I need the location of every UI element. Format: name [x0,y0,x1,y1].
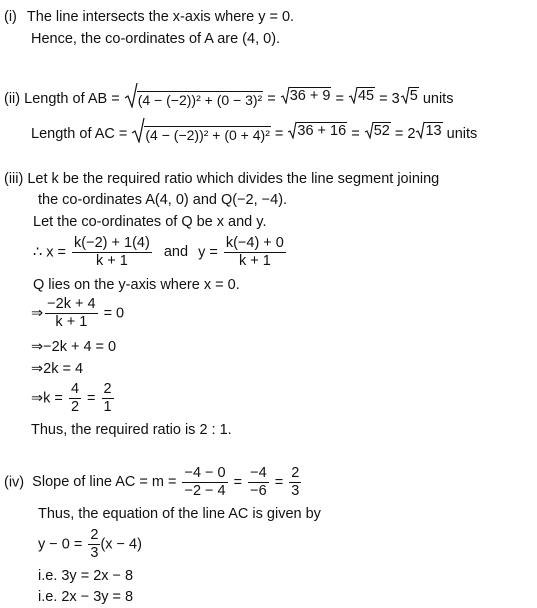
x-lhs: x = [46,244,67,261]
step-1-rhs: = 0 [103,305,125,322]
ab-root-2 [348,86,375,112]
equation-rhs: (x − 4) [100,536,142,553]
step-4-fraction-1 [69,381,81,416]
part-iii-line-1 [4,170,439,188]
slope-numerator-1: −4 − 0 [184,465,226,481]
slope-numerator-2: −4 [250,465,267,481]
step-1-numerator: −2k + 4 [47,296,96,312]
slope-equals-2: = [274,474,284,491]
part-ii-ac-line [31,117,477,151]
step-1-line [31,296,124,331]
ab-prefix: Length of AB = [24,90,120,107]
equation-ie-2: i.e. 2x − 3y = 8 [38,589,134,605]
ratio-conclusion: Thus, the required ratio is 2 : 1. [31,422,232,438]
radical-sign-icon [131,117,145,143]
ab-eq-1: = [267,90,276,107]
equation-ie-1: i.e. 3y = 2x − 8 [38,568,134,584]
slope-fraction-2 [248,465,269,500]
step-4-denominator-2: 1 [103,399,112,415]
part-iii-text-3: Let the co-ordinates of Q be x and y. [33,214,267,230]
section-formula-line [33,235,288,270]
implies-symbol: ⇒ [31,339,44,355]
ac-root-1-value: 36 + 16 [297,123,347,139]
step-4-fraction-2 [102,381,114,416]
slope-equals-1: = [233,474,243,491]
part-ii-label: (ii) [4,90,21,107]
line-equation [38,527,142,562]
ab-root-1-value: 36 + 9 [289,88,331,104]
step-4-denominator-1: 2 [70,399,80,415]
therefore-symbol: ∴ [33,244,43,261]
equation-numerator: 2 [90,527,99,543]
implies-symbol: ⇒ [31,390,44,407]
part-iv-slope-line [4,465,303,500]
slope-denominator-2: −6 [250,483,267,499]
radical-sign-icon [124,82,138,108]
and-word: and [163,244,189,261]
ac-radicand: (4 − (−2))² + (0 + 4)² [145,127,270,143]
ac-root-3 [415,121,442,147]
part-iii-text-2: the co-ordinates A(4, 0) and Q(−2, −4). [38,192,288,208]
y-numerator: k(−4) + 0 [225,235,284,251]
ab-radical [124,82,263,116]
step-4-numerator-2: 2 [103,381,112,397]
ac-root-2-value: 52 [373,123,390,139]
part-ii-ab-line [4,82,453,116]
ac-eq-3: = 2 [394,125,416,142]
ac-prefix: Length of AC = [31,125,128,142]
y-denominator: k + 1 [238,253,271,269]
ac-units: units [446,125,478,142]
ab-root-2-value: 45 [357,88,375,104]
slope-denominator-3: 3 [291,483,300,499]
part-i-label: (i) [4,9,17,25]
step-3-line [31,360,83,378]
ac-root-3-value: 13 [425,123,442,139]
x-numerator: k(−2) + 1(4) [74,235,150,251]
ab-eq-3: = 3 [379,90,400,107]
part-iii-text-1: Let k be the required ratio which divides the line segment joining [27,171,440,187]
step-3-text: 2k = 4 [43,361,84,377]
part-i-line-1 [4,8,294,26]
part-iv-text-2: Thus, the equation of the line AC is given by [38,506,321,522]
equation-denominator: 3 [90,545,99,561]
ab-root-1 [280,86,332,112]
step-4-line [31,381,116,416]
equation-fraction [88,527,100,562]
ac-root-1 [287,121,347,147]
ac-root-2 [364,121,391,147]
implies-symbol: ⇒ [31,361,44,377]
slope-prefix: Slope of line AC = m = [32,474,177,491]
step-4-equals: = [87,390,96,407]
part-i-text-2: Hence, the co-ordinates of A are (4, 0). [31,31,281,47]
step-1-denominator: k + 1 [55,314,88,330]
ab-root-3-value: 5 [409,88,418,104]
ab-radicand: (4 − (−2))² + (0 − 3)² [137,92,263,108]
step-4-lhs: k = [43,390,63,407]
slope-numerator-3: 2 [291,465,300,481]
part-iii-text-5: Q lies on the y-axis where x = 0. [33,277,240,293]
ac-radical [131,117,270,151]
step-1-fraction [45,296,97,331]
ac-eq-1: = [274,125,284,142]
part-iv-label: (iv) [4,474,25,491]
implies-symbol: ⇒ [31,305,44,322]
slope-denominator-1: −2 − 4 [184,483,226,499]
equation-lhs: y − 0 = [38,536,83,553]
ab-units: units [422,90,454,107]
part-i-text-1: The line intersects the x-axis where y = 0. [26,9,295,25]
x-denominator: k + 1 [96,253,128,269]
step-2-line [31,338,116,356]
slope-fraction-3 [289,465,301,500]
ac-eq-2: = [351,125,360,142]
y-lhs: y = [198,244,218,261]
part-iii-label: (iii) [4,171,24,187]
step-4-numerator-1: 4 [70,381,80,397]
x-fraction [72,235,152,270]
slope-fraction-1 [182,465,227,500]
step-2-text: −2k + 4 = 0 [43,339,117,355]
ab-root-3 [400,86,419,112]
y-fraction [224,235,286,270]
ab-eq-2: = [335,90,344,107]
